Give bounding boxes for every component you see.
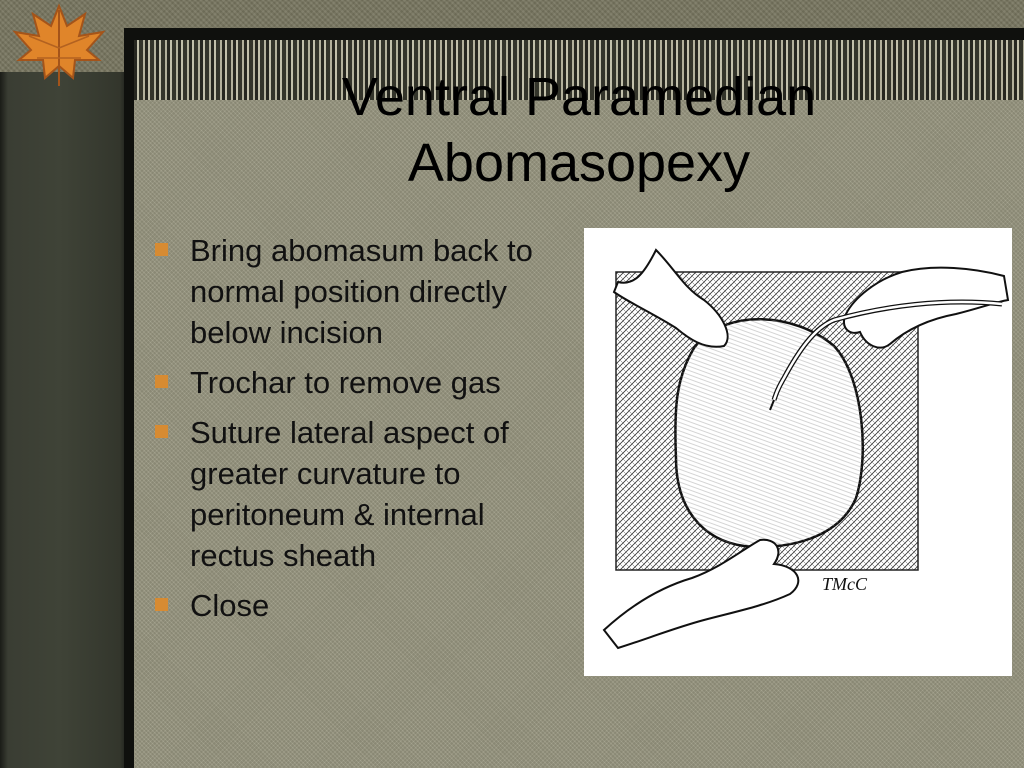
bullet-text: Close — [190, 588, 270, 623]
bullet-text: Trochar to remove gas — [190, 365, 501, 400]
square-bullet-icon — [155, 243, 168, 256]
title-line-1: Ventral Paramedian — [341, 67, 817, 127]
bullet-text: Suture lateral aspect of greater curvature to peritoneum & internal rectus sheath — [190, 415, 509, 573]
illustration-drawing — [584, 228, 1012, 676]
bullet-list — [152, 230, 562, 635]
bullet-item — [152, 412, 562, 576]
square-bullet-icon — [155, 375, 168, 388]
autumn-leaf-icon — [4, 2, 114, 92]
surgical-illustration — [584, 228, 1012, 676]
bullet-item — [152, 585, 562, 626]
slide-title — [134, 64, 1024, 196]
square-bullet-icon — [155, 598, 168, 611]
left-rail — [0, 72, 128, 768]
illustrator-signature: TMcC — [822, 574, 867, 594]
title-line-2: Abomasopexy — [407, 133, 751, 193]
bullet-text: Bring abomasum back to normal position directly below incision — [190, 233, 533, 350]
square-bullet-icon — [155, 425, 168, 438]
bullet-item — [152, 230, 562, 353]
bullet-item — [152, 362, 562, 403]
